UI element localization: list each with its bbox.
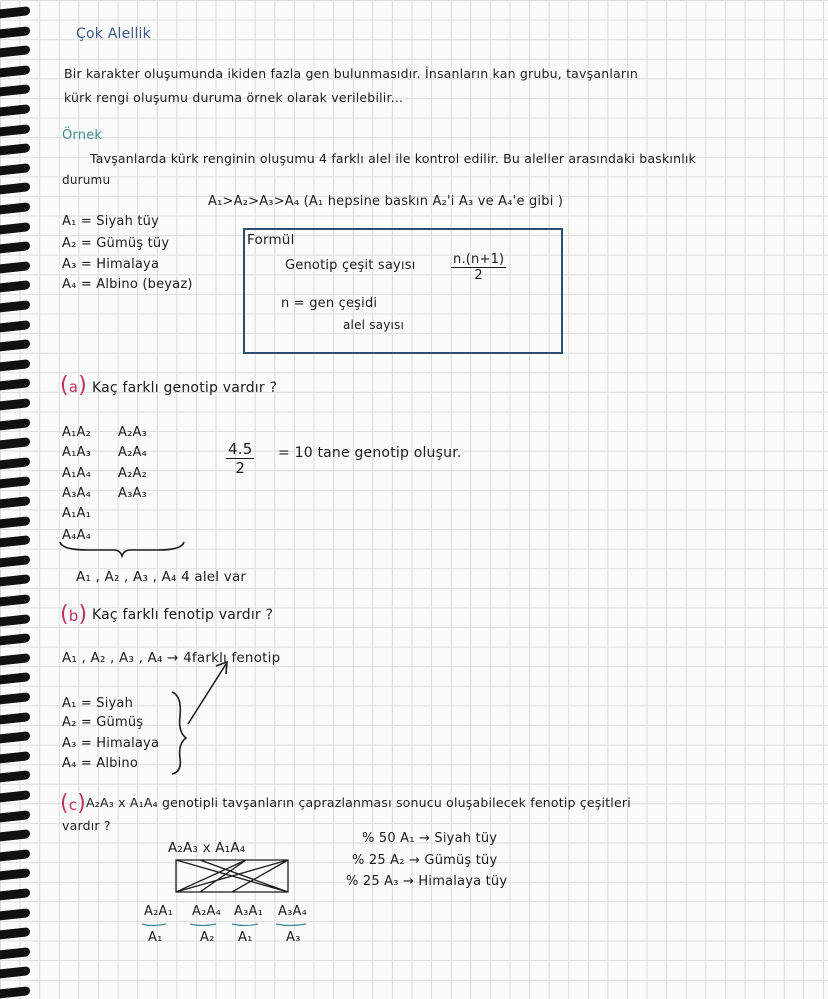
- offspring-phenotype: A₁: [148, 930, 163, 945]
- binding-ring: [0, 633, 30, 646]
- binding-ring: [0, 751, 30, 764]
- phenotype-brace-arrow: [160, 658, 240, 778]
- binding-ring: [0, 496, 30, 509]
- binding-ring: [0, 241, 30, 254]
- binding-ring: [0, 653, 30, 666]
- calc-denominator: 2: [235, 459, 246, 477]
- offspring-phenotype: A₁: [238, 930, 253, 945]
- example-line-2: durumu: [62, 173, 111, 187]
- binding-ring: [0, 143, 30, 156]
- page-title: Çok Alellik: [76, 26, 151, 42]
- calc-numerator: 4.5: [228, 440, 253, 458]
- binding-ring: [0, 594, 30, 607]
- binding-ring: [0, 26, 30, 39]
- example-heading: Örnek: [62, 128, 103, 143]
- binding-ring: [0, 457, 30, 470]
- genotype-item: A₁A₁: [62, 506, 92, 521]
- binding-ring: [0, 300, 30, 313]
- formula-fraction: [451, 252, 506, 283]
- binding-ring: [0, 320, 30, 333]
- binding-ring: [0, 183, 30, 196]
- genotype-item: A₃A₃: [118, 486, 148, 501]
- binding-ring: [0, 790, 30, 803]
- binding-ring: [0, 6, 30, 19]
- question-a-marker: (a): [60, 373, 87, 398]
- spiral-binding: [0, 0, 28, 996]
- genotype-brace: [58, 540, 188, 560]
- cross-parents: A₂A₃ x A₁A₄: [168, 840, 246, 856]
- formula-title: Formül: [247, 232, 295, 248]
- binding-ring: [0, 104, 30, 117]
- genotype-result: = 10 tane genotip oluşur.: [278, 445, 462, 461]
- genotype-item: A₄A₄: [62, 528, 92, 543]
- n-definition-line-1: n = gen çeşidi: [281, 296, 378, 311]
- binding-ring: [0, 575, 30, 588]
- binding-ring: [0, 45, 30, 58]
- binding-ring: [0, 124, 30, 137]
- question-c-text-line-1: A₂A₃ x A₁A₄ genotipli tavşanların çaprazlanması sonucu oluşabilecek fenotip çeşitleri: [86, 795, 631, 810]
- binding-ring: [0, 731, 30, 744]
- binding-ring: [0, 261, 30, 274]
- offspring-underlines: [140, 920, 330, 928]
- binding-ring: [0, 516, 30, 529]
- binding-ring: [0, 869, 30, 882]
- offspring-genotype: A₃A₁: [234, 904, 264, 919]
- phenotype-item: A₁ = Siyah: [62, 696, 134, 711]
- formula-label: Genotip çeşit sayısı: [285, 258, 416, 273]
- binding-ring: [0, 849, 30, 862]
- n-definition-line-2: alel sayısı: [343, 318, 405, 332]
- binding-ring: [0, 359, 30, 372]
- binding-ring: [0, 986, 30, 999]
- formula-denominator: 2: [474, 268, 483, 283]
- cross-lines: [170, 858, 310, 902]
- binding-ring: [0, 555, 30, 568]
- example-line-1: Tavşanlarda kürk renginin oluşumu 4 farklı alel ile kontrol edilir. Bu aleller arasındaki baskınlık: [90, 151, 696, 166]
- binding-ring: [0, 202, 30, 215]
- genotype-item: A₁A₂: [62, 425, 92, 440]
- allele-item: A₃ = Himalaya: [62, 257, 160, 272]
- question-b-marker: (b): [60, 602, 88, 627]
- marker-letter: a: [68, 378, 79, 396]
- binding-ring: [0, 437, 30, 450]
- question-a-text: Kaç farklı genotip vardır ?: [92, 380, 278, 396]
- binding-ring: [0, 398, 30, 411]
- binding-ring: [0, 65, 30, 78]
- genotype-item: A₂A₂: [118, 466, 148, 481]
- formula-numerator: n.(n+1): [453, 252, 505, 267]
- binding-ring: [0, 673, 30, 686]
- binding-ring: [0, 927, 30, 940]
- offspring-genotype: A₂A₁: [144, 904, 174, 919]
- phenotype-item: A₄ = Albino: [62, 756, 139, 771]
- genotype-item: A₁A₃: [62, 445, 92, 460]
- phenotype-item: A₃ = Himalaya: [62, 736, 160, 751]
- binding-ring: [0, 418, 30, 431]
- offspring-phenotype: A₂: [200, 930, 215, 945]
- binding-ring: [0, 163, 30, 176]
- binding-ring: [0, 947, 30, 960]
- result-item: % 25 A₂ → Gümüş tüy: [352, 853, 498, 868]
- question-c-marker: (c): [60, 791, 87, 816]
- allele-item: A₂ = Gümüş tüy: [62, 236, 170, 251]
- intro-line-2: kürk rengi oluşumu duruma örnek olarak verilebilir...: [64, 90, 404, 105]
- offspring-genotype: A₃A₄: [278, 904, 308, 919]
- phenotype-alleles-line: A₁ , A₂ , A₃ , A₄ → 4farklı fenotip: [62, 650, 281, 666]
- binding-ring: [0, 477, 30, 490]
- offspring-genotype: A₂A₄: [192, 904, 222, 919]
- formula-box: [243, 228, 563, 354]
- genotype-item: A₃A₄: [62, 486, 92, 501]
- binding-ring: [0, 692, 30, 705]
- binding-ring: [0, 908, 30, 921]
- intro-line-1: Bir karakter oluşumunda ikiden fazla gen bulunmasıdır. İnsanların kan grubu, tavşanların: [64, 66, 638, 81]
- question-b-text: Kaç farklı fenotip vardır ?: [92, 607, 274, 623]
- result-item: % 50 A₁ → Siyah tüy: [362, 831, 498, 846]
- binding-ring: [0, 810, 30, 823]
- binding-ring: [0, 222, 30, 235]
- offspring-phenotype: A₃: [286, 930, 301, 945]
- binding-ring: [0, 829, 30, 842]
- phenotype-item: A₂ = Gümüş: [62, 715, 144, 730]
- genotype-calculation: [226, 440, 254, 477]
- binding-ring: [0, 281, 30, 294]
- marker-letter: c: [68, 796, 78, 814]
- dominance-order: A₁>A₂>A₃>A₄ (A₁ hepsine baskın A₂'i A₃ ve A₄'e gibi ): [208, 194, 564, 209]
- genotype-item: A₁A₄: [62, 466, 92, 481]
- binding-ring: [0, 379, 30, 392]
- question-c-text-line-2: vardır ?: [62, 818, 111, 833]
- allele-count-note: A₁ , A₂ , A₃ , A₄ 4 alel var: [76, 569, 247, 585]
- binding-ring: [0, 888, 30, 901]
- binding-ring: [0, 967, 30, 980]
- binding-ring: [0, 85, 30, 98]
- binding-ring: [0, 712, 30, 725]
- allele-item: A₄ = Albino (beyaz): [62, 277, 193, 292]
- result-item: % 25 A₃ → Himalaya tüy: [346, 874, 508, 889]
- binding-ring: [0, 614, 30, 627]
- binding-ring: [0, 339, 30, 352]
- binding-ring: [0, 535, 30, 548]
- allele-item: A₁ = Siyah tüy: [62, 214, 159, 229]
- marker-letter: b: [68, 607, 79, 625]
- genotype-item: A₂A₄: [118, 445, 148, 460]
- binding-ring: [0, 771, 30, 784]
- genotype-item: A₂A₃: [118, 425, 148, 440]
